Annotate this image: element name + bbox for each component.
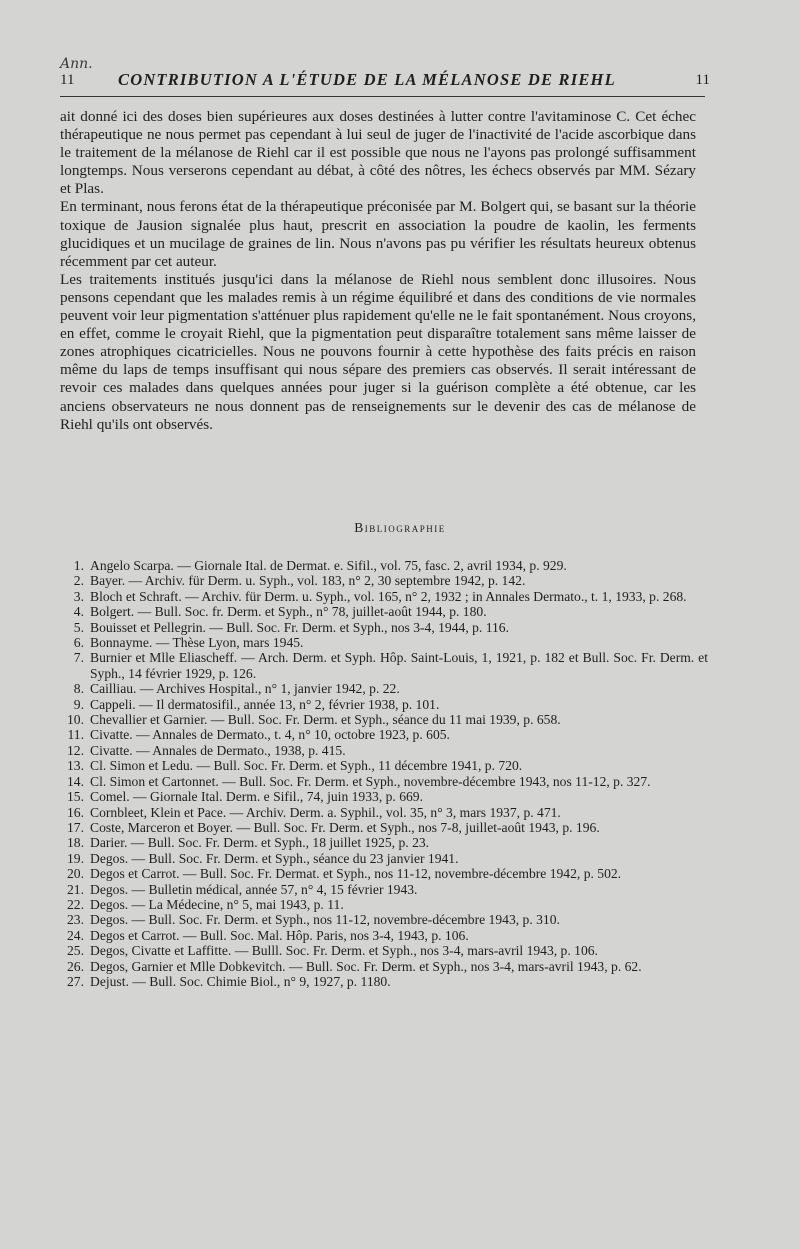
reference-item <box>60 635 708 650</box>
reference-text: Cl. Simon et Cartonnet. — Bull. Soc. Fr. Derm. et Syph., novembre-décembre 1943, nos 11-12, p. 327. <box>90 773 651 789</box>
reference-text: Darier. — Bull. Soc. Fr. Derm. et Syph., 18 juillet 1925, p. 23. <box>90 835 430 851</box>
reference-number: 14. <box>67 773 84 789</box>
reference-number: 1. <box>73 558 84 573</box>
reference-item <box>60 928 708 943</box>
reference-item <box>60 974 708 989</box>
reference-number: 26. <box>67 958 84 974</box>
reference-text: Bloch et Schraft. — Archiv. für Derm. u. Syph., vol. 165, n° 2, 1932 ; in Annales Dermato., t. 1, 1933, p. 268. <box>90 588 687 604</box>
reference-text: Degos. — La Médecine, n° 5, mai 1943, p. 11. <box>90 896 344 912</box>
paragraph: En terminant, nous ferons état de la thérapeutique préconisée par M. Bolgert qui, se basant sur la théorie toxique de Jausion signalée plus haut, prescrit en association la poudre de kaolin, les ferments glucidiques et un mucilage de graines de lin. Nous n'avons pas pu vérifier les résultats heureux obtenus récemment par cet auteur. <box>60 198 696 270</box>
reference-item <box>60 727 708 742</box>
reference-item <box>60 912 708 927</box>
reference-text: Comel. — Giornale Ital. Derm. e Sifil., 74, juin 1933, p. 669. <box>90 789 424 805</box>
reference-number: 23. <box>67 912 84 928</box>
reference-number: 13. <box>67 758 84 774</box>
reference-number: 4. <box>73 604 84 620</box>
reference-text: Degos et Carrot. — Bull. Soc. Mal. Hôp. Paris, nos 3-4, 1943, p. 106. <box>90 927 469 943</box>
reference-number: 22. <box>67 896 84 912</box>
header-rule <box>60 96 705 97</box>
reference-item <box>60 789 708 804</box>
reference-text: Bouisset et Pellegrin. — Bull. Soc. Fr. Derm. et Syph., nos 3-4, 1944, p. 116. <box>90 619 510 635</box>
reference-number: 12. <box>67 742 84 758</box>
paragraph: ait donné ici des doses bien supérieures aux doses destinées à lutter contre l'avitaminose C. Cet échec thérapeutique ne nous permet pas cependant à lui seul de juger de l'inactivité de l'acide ascorbique dans le traitement de la mélanose de Riehl car il est possible que nous ne l'ayons pas prolongé suffisamment longtemps. Nous verserons cependant au débat, à côté des nôtres, les échecs observés par MM. Sézary et Plas. <box>60 108 696 198</box>
reference-item <box>60 897 708 912</box>
reference-item <box>60 604 708 619</box>
reference-item <box>60 681 708 696</box>
reference-item <box>60 589 708 604</box>
reference-text: Civatte. — Annales de Dermato., 1938, p. 415. <box>90 742 346 758</box>
reference-text: Bonnayme. — Thèse Lyon, mars 1945. <box>90 635 304 651</box>
reference-item <box>60 835 708 850</box>
reference-item <box>60 758 708 773</box>
reference-item <box>60 959 708 974</box>
body-text <box>60 108 696 434</box>
reference-text: Degos et Carrot. — Bull. Soc. Fr. Dermat. et Syph., nos 11-12, novembre-décembre 1942, p. 502. <box>90 866 622 882</box>
reference-text: Bayer. — Archiv. für Derm. u. Syph., vol. 183, n° 2, 30 septembre 1942, p. 142. <box>90 573 526 589</box>
reference-number: 20. <box>67 866 84 882</box>
reference-number: 15. <box>67 789 84 805</box>
reference-number: 27. <box>67 973 84 989</box>
reference-text: Angelo Scarpa. — Giornale Ital. de Dermat. e. Sifil., vol. 75, fasc. 2, avril 1934, p. 929. <box>90 558 567 573</box>
reference-item <box>60 650 708 681</box>
reference-text: Cornbleet, Klein et Pace. — Archiv. Derm. a. Syphil., vol. 35, n° 3, mars 1937, p. 471. <box>90 804 561 820</box>
reference-text: Cailliau. — Archives Hospital., n° 1, janvier 1942, p. 22. <box>90 681 400 697</box>
page-number: 11 <box>695 72 710 88</box>
paragraph: Les traitements institués jusqu'ici dans la mélanose de Riehl nous semblent donc illusoires. Nous pensons cependant que les malades remis à un régime équilibré et dans des conditions de vie normales peuvent voir leur pigmentation s'atténuer plus rapidement qu'elle ne le fait spontanément. Nous croyons, en effet, comme le croyait Riehl, que la pigmentation peut disparaître totalement sans même laisser de zones atrophiques cicatricielles. Nous ne pouvons fournir à cette hypothèse des faits précis en raison même du laps de temps insuffisant qui nous sépare des premiers cas observés. Il serait intéressant de revoir ces malades dans quelques années pour juger si la guérison complète a été obtenue, car les anciens observateurs ne nous donnent pas de renseignements sur le devenir des cas de mélanose de Riehl qu'ils ont observés. <box>60 270 696 433</box>
reference-item <box>60 866 708 881</box>
running-header <box>60 70 710 94</box>
reference-number: 3. <box>73 588 84 604</box>
reference-item <box>60 558 708 573</box>
reference-text: Burnier et Mlle Eliascheff. — Arch. Derm. et Syph. Hôp. Saint-Louis, 1, 1921, p. 182 et Bull. Soc. Fr. Derm. et Syph., 14 février 1929, p. 126. <box>90 650 708 681</box>
reference-item <box>60 620 708 635</box>
reference-item <box>60 851 708 866</box>
reference-text: Coste, Marceron et Boyer. — Bull. Soc. Fr. Derm. et Syph., nos 7-8, juillet-août 1943, p. 196. <box>90 819 600 835</box>
reference-number: 9. <box>73 696 84 712</box>
reference-item <box>60 805 708 820</box>
running-title: CONTRIBUTION A L'ÉTUDE DE LA MÉLANOSE DE RIEHL <box>118 70 616 89</box>
reference-text: Degos, Garnier et Mlle Dobkevitch. — Bull. Soc. Fr. Derm. et Syph., nos 3-4, mars-avril 1943, p. 62. <box>90 958 642 974</box>
reference-text: Degos. — Bull. Soc. Fr. Derm. et Syph., séance du 23 janvier 1941. <box>90 850 459 866</box>
bibliography-heading: Bibliographie <box>354 520 446 535</box>
reference-text: Bolgert. — Bull. Soc. fr. Derm. et Syph., n° 78, juillet-août 1944, p. 180. <box>90 604 487 620</box>
reference-text: Cl. Simon et Ledu. — Bull. Soc. Fr. Derm. et Syph., 11 décembre 1941, p. 720. <box>90 758 523 774</box>
reference-item <box>60 573 708 588</box>
reference-number: 21. <box>67 881 84 897</box>
bibliography-list <box>60 558 708 989</box>
reference-item <box>60 943 708 958</box>
reference-number: 17. <box>67 819 84 835</box>
ann-marker: Ann. <box>60 56 93 72</box>
volume-number: 11 <box>60 72 75 88</box>
reference-text: Civatte. — Annales de Dermato., t. 4, n° 10, octobre 1923, p. 605. <box>90 727 450 743</box>
reference-number: 19. <box>67 850 84 866</box>
reference-item <box>60 882 708 897</box>
reference-text: Degos, Civatte et Laffitte. — Bulll. Soc. Fr. Derm. et Syph., nos 3-4, mars-avril 1943, p. 106. <box>90 943 598 959</box>
reference-number: 10. <box>67 712 84 728</box>
reference-number: 5. <box>73 619 84 635</box>
reference-item <box>60 820 708 835</box>
reference-text: Degos. — Bulletin médical, année 57, n° 4, 15 février 1943. <box>90 881 418 897</box>
reference-text: Degos. — Bull. Soc. Fr. Derm. et Syph., nos 11-12, novembre-décembre 1943, p. 310. <box>90 912 560 928</box>
reference-number: 7. <box>73 650 84 666</box>
reference-text: Cappeli. — Il dermatosifil., année 13, n° 2, février 1938, p. 101. <box>90 696 440 712</box>
reference-number: 8. <box>73 681 84 697</box>
reference-text: Chevallier et Garnier. — Bull. Soc. Fr. Derm. et Syph., séance du 11 mai 1939, p. 658. <box>90 712 561 728</box>
reference-text: Dejust. — Bull. Soc. Chimie Biol., n° 9, 1927, p. 1180. <box>90 973 391 989</box>
reference-item <box>60 743 708 758</box>
reference-number: 16. <box>67 804 84 820</box>
reference-number: 2. <box>73 573 84 589</box>
reference-number: 11. <box>67 727 84 743</box>
reference-item <box>60 697 708 712</box>
reference-number: 6. <box>73 635 84 651</box>
reference-item <box>60 774 708 789</box>
reference-number: 18. <box>67 835 84 851</box>
reference-item <box>60 712 708 727</box>
reference-number: 24. <box>67 927 84 943</box>
reference-number: 25. <box>67 943 84 959</box>
